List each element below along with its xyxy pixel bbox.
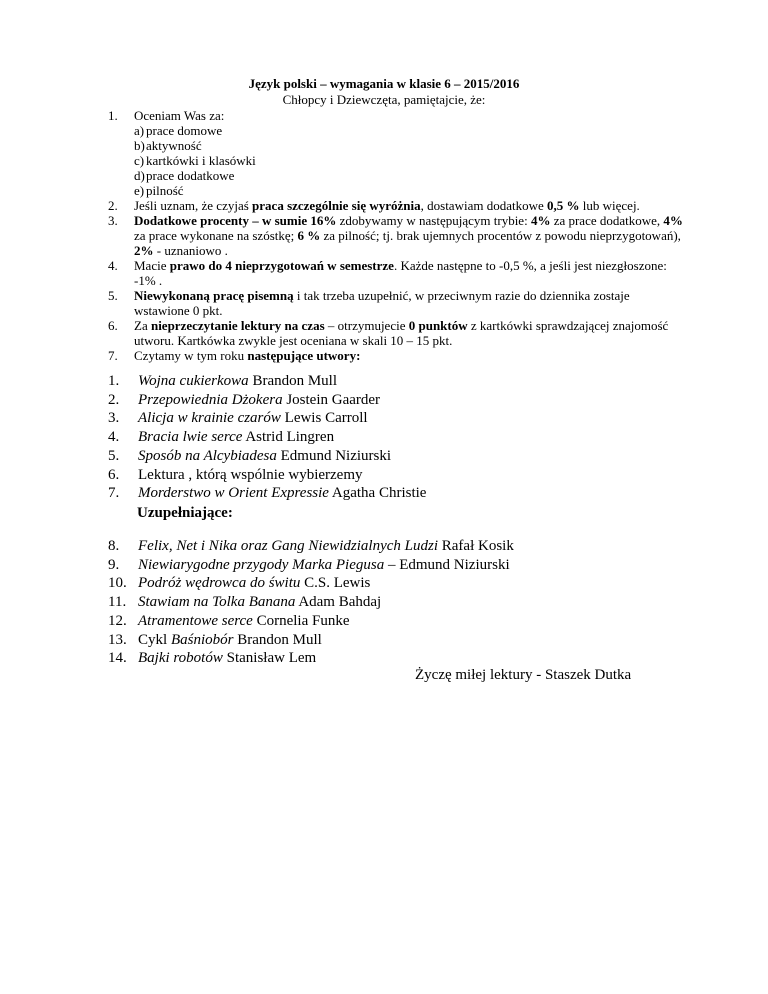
rule-3 (108, 213, 683, 258)
rule-text: Za (134, 318, 151, 333)
rule-text: za prace dodatkowe, (550, 213, 664, 228)
rule-bold-text: 4% (663, 213, 683, 228)
item-number: 2. (108, 391, 120, 408)
rule-number: 7. (108, 348, 118, 363)
rule-2 (108, 198, 683, 213)
document-title: Język polski – wymagania w klasie 6 – 2015/2016 (248, 76, 520, 91)
required-books-list (108, 372, 426, 503)
list-item (108, 612, 514, 631)
book-title: Bracia lwie serce (138, 429, 243, 446)
book-title: Podróż wędrowca do świtu (138, 575, 301, 592)
book-author: Adam Bahdaj (295, 594, 382, 611)
item-letter: a) (134, 123, 145, 138)
item-number: 5. (108, 447, 120, 464)
rule-number: 5. (108, 288, 118, 303)
rule-number: 2. (108, 198, 118, 213)
item-number: 10. (108, 575, 127, 592)
item-text: aktywność (146, 138, 202, 153)
item-number: 11. (108, 594, 127, 611)
book-title: Niewiarygodne przygody Marka Piegusa (138, 556, 385, 573)
item-number: 12. (108, 612, 127, 629)
item-letter: d) (134, 168, 145, 183)
rule-6 (108, 318, 683, 348)
book-author: Agatha Christie (328, 485, 427, 502)
book-author: Cornelia Funke (252, 612, 350, 629)
list-item (108, 466, 426, 485)
item-number: 6. (108, 466, 120, 483)
rule-4 (108, 258, 683, 288)
item-number: 3. (108, 410, 120, 427)
list-item (108, 556, 514, 575)
book-title: Sposób na Alcybiadesa (138, 447, 277, 464)
list-item (108, 537, 514, 556)
book-title: Alicja w krainie czarów (138, 410, 281, 427)
book-author: Lewis Carroll (280, 410, 368, 427)
list-item (108, 574, 514, 593)
rule-number: 4. (108, 258, 118, 273)
item-number: 9. (108, 556, 120, 573)
rule-text: Macie (134, 258, 170, 273)
list-item (108, 593, 514, 612)
book-prefix: Cykl (138, 631, 171, 648)
rule-1 (108, 108, 683, 123)
list-item (108, 484, 426, 503)
rule-bold-text: nieprzeczytanie lektury na czas (150, 318, 325, 333)
rule-bold-text: prawo do 4 nieprzygotowań w semestrze (169, 258, 394, 273)
list-item (108, 409, 426, 428)
supplementary-books-list (108, 537, 514, 668)
rule-text: – otrzymujecie (324, 318, 409, 333)
rule-number: 6. (108, 318, 118, 333)
item-number: 8. (108, 538, 120, 554)
book-title: Bajki robotów (138, 650, 223, 667)
item-letter: b) (134, 138, 145, 153)
book-author: Lektura , którą wspólnie wybierzemy (138, 466, 363, 483)
item-number: 13. (108, 631, 127, 648)
rule-number: 3. (108, 213, 118, 228)
book-title: Baśniobór (170, 631, 234, 648)
book-author: Jostein Gaarder (282, 391, 381, 408)
rule-bold-text: następujące utwory: (247, 348, 361, 363)
item-number: 7. (108, 485, 120, 502)
book-author: Edmund Niziurski (276, 447, 392, 464)
supplementary-heading: Uzupełniające: (137, 505, 233, 521)
rule-text: Jeśli uznam, że czyjaś (134, 198, 253, 213)
item-number: 14. (108, 650, 127, 667)
rule-bold-text: 0,5 % (547, 198, 580, 213)
book-author: Brandon Mull (233, 631, 322, 648)
list-item (108, 631, 514, 650)
book-title: Atramentowe serce (138, 612, 253, 629)
rule-7 (108, 348, 683, 363)
rule-text: . Każde następne to -0,5 %, a jeśli jest niezgłoszone: -1% . (134, 258, 667, 288)
rule-1-item-a (108, 123, 683, 138)
rule-text: , dostawiam dodatkowe (420, 198, 548, 213)
rule-text: zdobywamy w następującym trybie: (336, 213, 531, 228)
item-text: pilność (146, 183, 184, 198)
rule-bold-text: Dodatkowe procenty – w sumie 16% (134, 213, 337, 228)
rule-bold-text: praca szczególnie się wyróżnia (252, 198, 421, 213)
rules-list (108, 108, 683, 363)
item-text: prace domowe (146, 123, 223, 138)
list-item (108, 649, 514, 668)
book-author: Stanisław Lem (222, 650, 317, 667)
rule-bold-text: 4% (530, 213, 551, 228)
item-number: 1. (108, 373, 120, 389)
document-subtitle: Chłopcy i Dziewczęta, pamiętajcie, że: (282, 92, 486, 107)
book-title: Wojna cukierkowa (138, 373, 249, 389)
rule-1-item-d (108, 168, 683, 183)
list-item (108, 428, 426, 447)
book-author: Rafał Kosik (438, 538, 514, 554)
item-letter: c) (134, 153, 145, 168)
book-author: – Edmund Niziurski (384, 556, 510, 573)
rule-text: za prace wykonane na szóstkę; (134, 228, 298, 243)
rule-1-item-b (108, 138, 683, 153)
rule-text: Oceniam Was za: (134, 108, 225, 123)
rule-bold-text: 0 punktów (408, 318, 468, 333)
rule-bold-text: 6 % (297, 228, 321, 243)
book-author: C.S. Lewis (300, 575, 371, 592)
list-item (108, 391, 426, 410)
rule-1-item-c (108, 153, 683, 168)
rule-5 (108, 288, 683, 318)
rule-text: z kartkówki sprawdzającej znajomość utworu. Kartkówka zwykle jest oceniana w skali 10 – 15 pkt. (134, 318, 669, 348)
list-item (108, 447, 426, 466)
rule-text: za pilność; tj. brak ujemnych procentów z powodu nieprzygotowań), (320, 228, 681, 243)
book-title: Stawiam na Tolka Banana (138, 594, 296, 611)
rule-text: Czytamy w tym roku (134, 348, 248, 363)
closing-signature: Życzę miłej lektury - Staszek Dutka (415, 667, 632, 683)
rule-1-item-e (108, 183, 683, 198)
item-letter: e) (134, 183, 145, 198)
list-item (108, 372, 426, 391)
book-author: Astrid Lingren (242, 429, 335, 446)
rule-bold-text: 2% (134, 243, 154, 258)
book-title: Felix, Net i Nika oraz Gang Niewidzialnych Ludzi (138, 538, 438, 554)
rule-text: - uznaniowo . (153, 243, 228, 258)
book-author: Brandon Mull (248, 373, 338, 389)
rule-bold-text: Niewykonaną pracę pisemną (134, 288, 294, 303)
rule-number: 1. (108, 108, 118, 123)
item-text: prace dodatkowe (146, 168, 235, 183)
item-text: kartkówki i klasówki (146, 153, 256, 168)
rule-text: i tak trzeba uzupełnić, w przeciwnym razie do dziennika zostaje wstawione 0 pkt. (134, 288, 630, 318)
book-title: Morderstwo w Orient Expressie (138, 485, 329, 502)
rule-text: lub więcej. (579, 198, 640, 213)
book-title: Przepowiednia Dżokera (138, 391, 283, 408)
item-number: 4. (108, 429, 120, 446)
